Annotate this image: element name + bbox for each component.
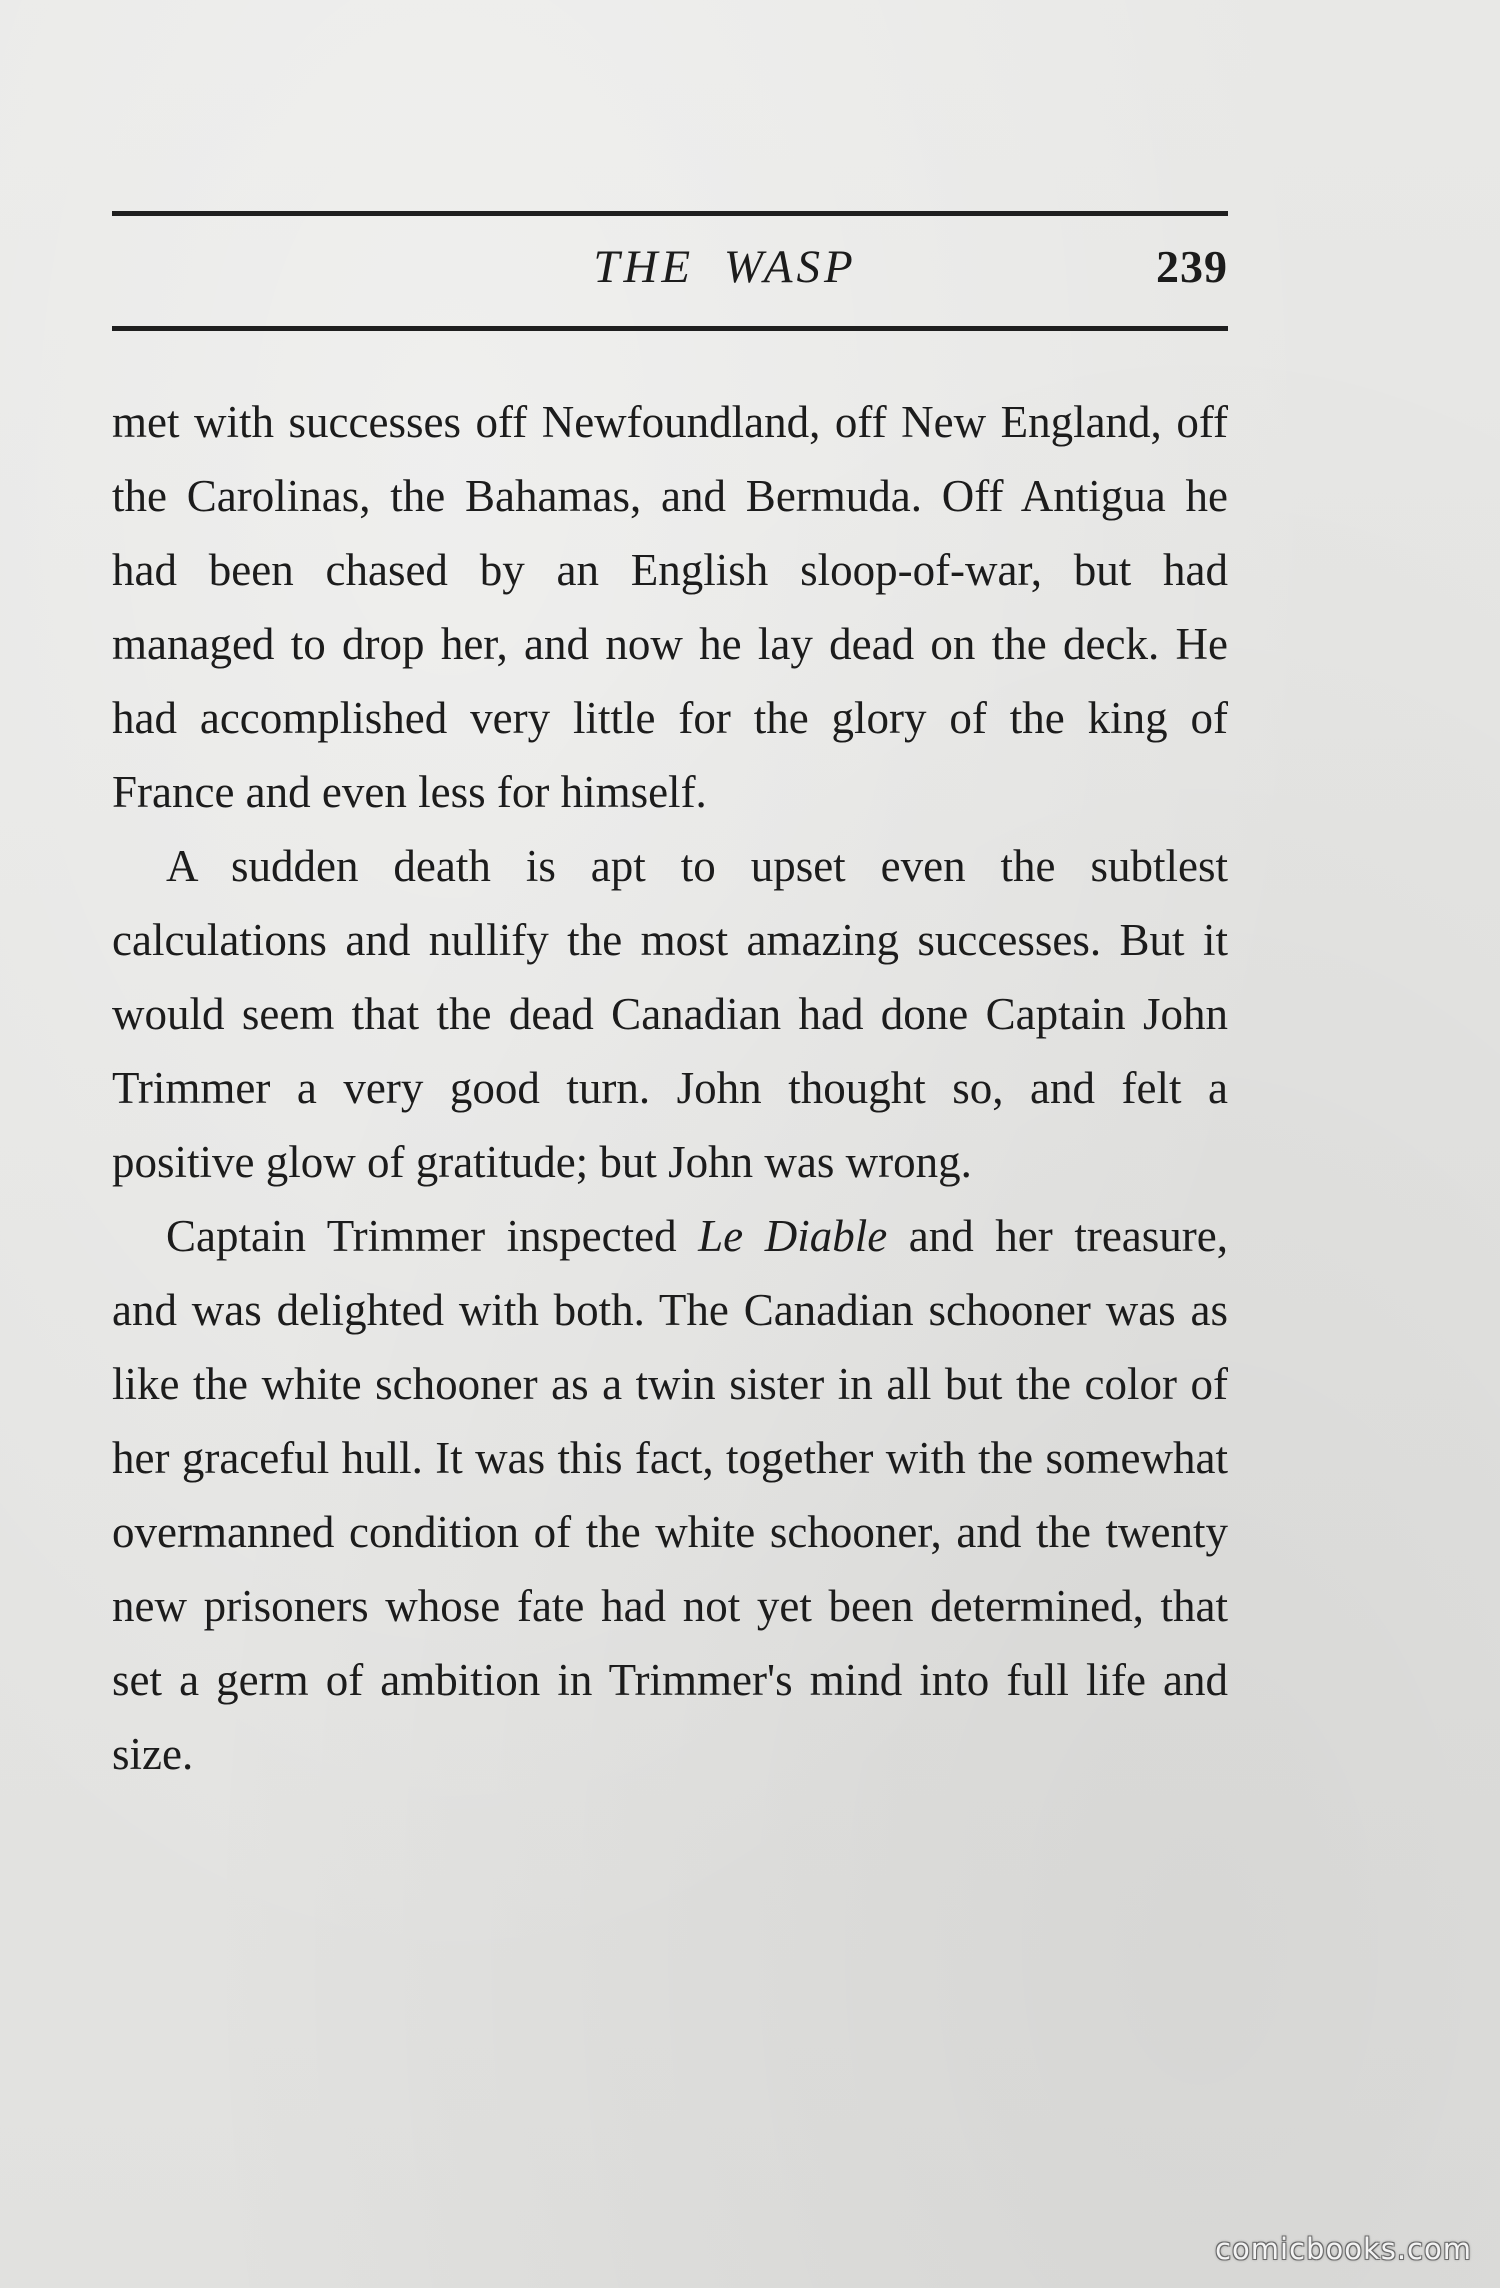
body-text [112,385,1228,1791]
paragraph-2: A sudden death is apt to upset even the subtlest calculations and nullify the most amazing successes. But it would seem that the dead Canadian had done Captain John Trimmer a very good turn. John thought so, and felt a positive glow of gratitude; but John was wrong. [112,841,1228,1187]
header-rule-top [112,211,1228,216]
watermark: comicbooks.com [1215,2232,1472,2266]
paragraph-3-after: and her treasure, and was delighted with both. The Canadian schooner was as like the white schooner as a twin sister in all but the color of her graceful hull. It was this fact, together with the somewhat overmanned condition of the white schooner, and the twenty new prisoners whose fate had not yet been determined, that set a germ of ambition in Trimmer's mind into full life and size. [112,1211,1228,1779]
paragraph-3-before: Captain Trimmer inspected [166,1211,699,1261]
running-head [112,232,1228,312]
page-number: 239 [1156,241,1228,292]
running-title: THE WASP [593,241,857,293]
ship-name-italic: Le Diable [698,1211,888,1261]
paragraph-1: met with successes off Newfoundland, off New England, off the Carolinas, the Bahamas, and Bermuda. Off Antigua he had been chased by an English sloop-of-war, but had managed to drop her, and now he lay dead on the deck. He had accomplished very little for the glory of the king of France and even less for himself. [112,397,1228,817]
header-rule-bottom [112,326,1228,331]
paragraph-3 [112,1199,1228,1791]
